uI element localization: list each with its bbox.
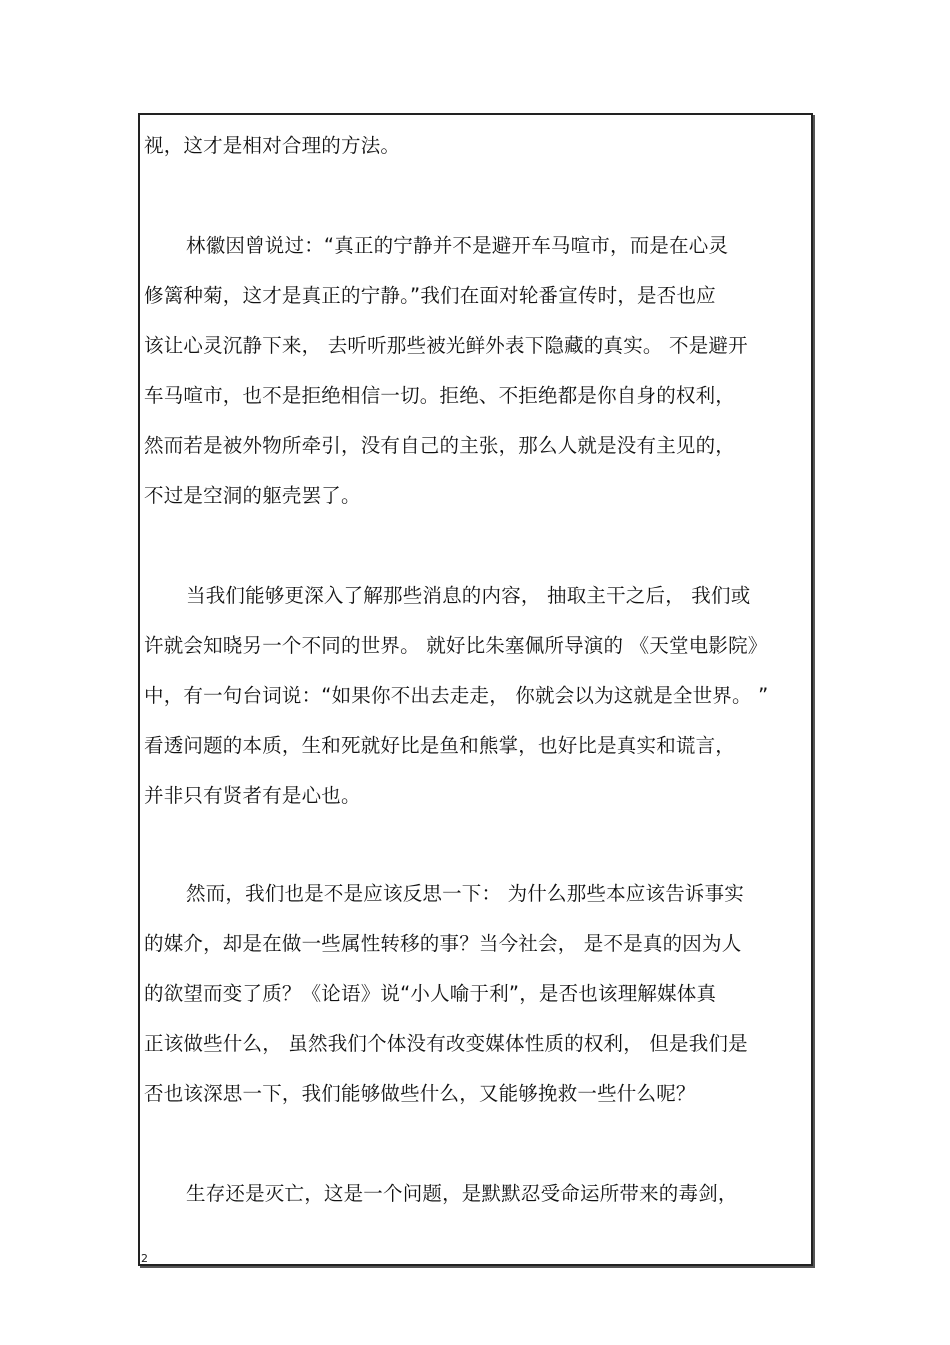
text-line: 的欲望而变了质？《论语》说“小人喻于利”，是否也该理解媒体真 [144,982,717,1005]
text-line: 视，这才是相对合理的方法。 [144,134,401,157]
text-line: 看透问题的本质，生和死就好比是鱼和熊掌，也好比是真实和谎言， [144,734,736,757]
text-line: 的媒介，却是在做一些属性转移的事？当今社会， 是不是真的因为人 [144,932,742,955]
text-line: 正该做些什么， 虽然我们个体没有改变媒体性质的权利， 但是我们是 [144,1032,748,1055]
text-line: 然而，我们也是不是应该反思一下： 为什么那些本应该告诉事实 [186,882,744,905]
text-line: 该让心灵沉静下来， 去听听那些被光鲜外表下隐藏的真实。 不是避开 [144,334,748,357]
text-line: 许就会知晓另一个不同的世界。 就好比朱塞佩所导演的 《天堂电影院》 [144,634,768,657]
page-number: 2 [141,1252,148,1265]
text-line: 并非只有贤者有是心也。 [144,784,361,807]
text-line: 车马喧市，也不是拒绝相信一切。拒绝、不拒绝都是你自身的权利， [144,384,736,407]
text-line: 否也该深思一下，我们能够做些什么，又能够挽救一些什么呢？ [144,1082,696,1105]
text-line: 当我们能够更深入了解那些消息的内容， 抽取主干之后， 我们或 [186,584,751,607]
text-line: 不过是空洞的躯壳罢了。 [144,484,361,507]
text-line: 中，有一句台词说：“如果你不出去走走， 你就会以为这就是全世界。 ” [144,684,769,707]
text-line: 然而若是被外物所牵引，没有自己的主张，那么人就是没有主见的， [144,434,736,457]
text-line: 生存还是灭亡，这是一个问题，是默默忍受命运所带来的毒剑， [186,1182,738,1205]
text-line: 林徽因曾说过：“真正的宁静并不是避开车马喧市，而是在心灵 [186,234,729,257]
text-line: 修篱种菊，这才是真正的宁静。”我们在面对轮番宣传时，是否也应 [144,284,716,307]
